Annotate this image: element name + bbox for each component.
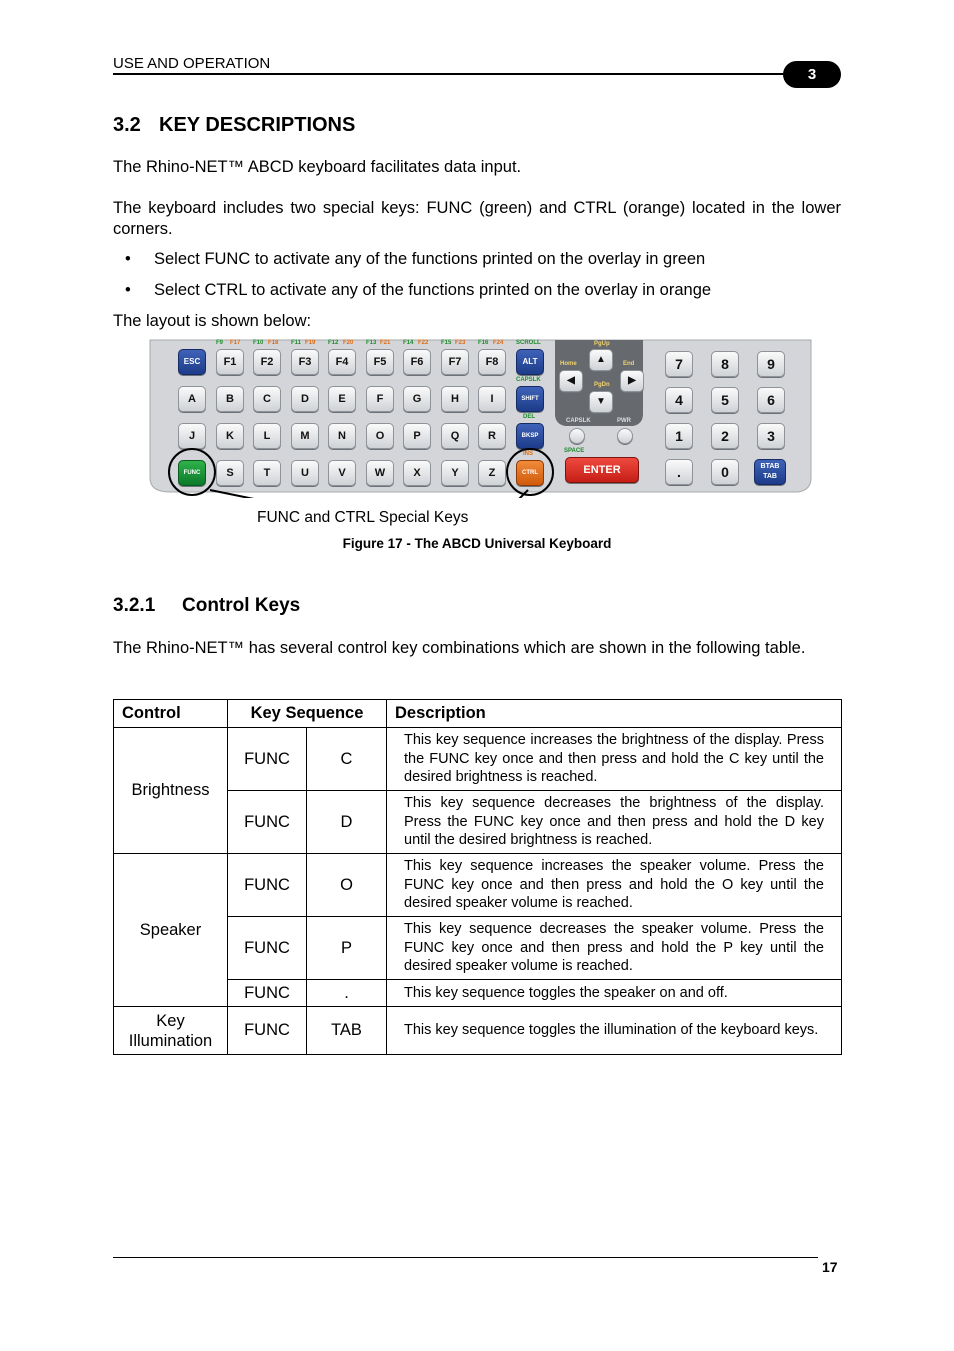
key-f4: F4: [328, 349, 356, 375]
label-f10: F10: [253, 340, 264, 346]
label-space: SPACE: [564, 448, 585, 454]
label-del: DEL: [523, 414, 535, 420]
label-capslk: CAPSLK: [516, 377, 541, 383]
key-n: N: [328, 423, 356, 449]
table-header-row: [114, 700, 842, 728]
cell-func: FUNC: [228, 1007, 307, 1055]
cell-key: .: [307, 980, 387, 1007]
footer-rule: [113, 1257, 818, 1258]
key-v: V: [328, 460, 356, 486]
label-f19: F19: [305, 340, 316, 346]
subsection-number: 3.2.1: [113, 595, 156, 616]
label-f21: F21: [380, 340, 391, 346]
header-rule: [113, 73, 813, 75]
key-l: L: [253, 423, 281, 449]
label-home: Home: [560, 361, 577, 367]
intro-paragraph: The Rhino-NET™ ABCD keyboard facilitates data input.: [113, 158, 522, 176]
cell-key: D: [307, 791, 387, 854]
label-f9: F9: [216, 340, 224, 346]
cell-func: FUNC: [228, 917, 307, 980]
key-t: T: [253, 460, 281, 486]
label-end: End: [623, 361, 635, 367]
pwr-led: [617, 428, 633, 444]
control-keys-table: [113, 699, 842, 1055]
subsection-title: Control Keys: [182, 595, 301, 616]
label-f13: F13: [366, 340, 377, 346]
key-alt: ALT: [516, 349, 544, 375]
key-enter: ENTER: [565, 457, 639, 483]
group-speaker: Speaker: [114, 854, 228, 1007]
key-d: D: [291, 386, 319, 412]
key-shift: SHIFT: [516, 386, 544, 412]
header-description: Description: [387, 700, 842, 728]
running-header: USE AND OPERATION: [113, 55, 271, 72]
key-8: 8: [711, 351, 739, 377]
bullet-icon: •: [125, 281, 131, 299]
keyboard-illustration: [148, 338, 813, 498]
key-p: P: [403, 423, 431, 449]
key-2: 2: [711, 423, 739, 449]
special-keys-paragraph: The keyboard includes two special keys: FUNC (green) and CTRL (orange) located in the lower corners.: [113, 199, 841, 238]
header-control: Control: [114, 700, 228, 728]
key-func: FUNC: [178, 460, 206, 486]
arrow-left-key: ◀: [559, 370, 583, 392]
key-u: U: [291, 460, 319, 486]
label-f16: F16: [478, 340, 489, 346]
key-f3: F3: [291, 349, 319, 375]
group-brightness: Brightness: [114, 728, 228, 854]
func-highlight-circle: [168, 448, 216, 496]
cell-key: TAB: [307, 1007, 387, 1055]
key-r: R: [478, 423, 506, 449]
label-scroll: SCROLL: [516, 340, 541, 346]
key-4: 4: [665, 387, 693, 413]
section-number: 3.2: [113, 114, 141, 136]
key-0: 0: [711, 459, 739, 485]
key-m: M: [291, 423, 319, 449]
key-7: 7: [665, 351, 693, 377]
group-key-illumination: Key Illumination: [114, 1007, 228, 1055]
key-x: X: [403, 460, 431, 486]
key-z: Z: [478, 460, 506, 486]
label-f18: F18: [268, 340, 279, 346]
key-o: O: [366, 423, 394, 449]
key-e: E: [328, 386, 356, 412]
cell-key: O: [307, 854, 387, 917]
cell-description: This key sequence toggles the speaker on and off.: [387, 980, 842, 1007]
key-3: 3: [757, 423, 785, 449]
chapter-badge: 3: [783, 61, 841, 88]
key-g: G: [403, 386, 431, 412]
bullet-icon: •: [125, 250, 131, 268]
key-q: Q: [441, 423, 469, 449]
key-1: 1: [665, 423, 693, 449]
capslk-led: [569, 428, 585, 444]
key-dot: .: [665, 459, 693, 485]
label-f14: F14: [403, 340, 414, 346]
arrow-right-key: ▶: [620, 370, 644, 392]
layout-paragraph: The layout is shown below:: [113, 312, 312, 330]
key-f6: F6: [403, 349, 431, 375]
arrow-up-key: ▲: [589, 349, 613, 371]
label-f11: F11: [291, 340, 302, 346]
table-row: [114, 1007, 842, 1055]
key-h: H: [441, 386, 469, 412]
keyboard-caption: FUNC and CTRL Special Keys: [257, 509, 469, 526]
key-f5: F5: [366, 349, 394, 375]
label-pgup: PgUp: [594, 341, 610, 347]
label-f24: F24: [493, 340, 504, 346]
key-9: 9: [757, 351, 785, 377]
key-b: B: [216, 386, 244, 412]
key-esc: ESC: [178, 349, 206, 375]
page-number: 17: [822, 1259, 838, 1275]
table-row: [114, 728, 842, 791]
key-f8: F8: [478, 349, 506, 375]
figure-caption: Figure 17 - The ABCD Universal Keyboard: [342, 536, 612, 551]
key-f: F: [366, 386, 394, 412]
key-6: 6: [757, 387, 785, 413]
label-capslk-led: CAPSLK: [566, 418, 591, 424]
label-ins: INS: [523, 451, 534, 457]
cell-key: P: [307, 917, 387, 980]
cell-description: This key sequence increases the brightness of the display. Press the FUNC key once and then press and hold the C key until the desired brightness is reached.: [387, 728, 842, 791]
key-f1: F1: [216, 349, 244, 375]
label-pwr-led: PWR: [617, 418, 631, 424]
control-intro-paragraph: The Rhino-NET™ has several control key combinations which are shown in the following table.: [113, 639, 806, 657]
label-f15: F15: [441, 340, 452, 346]
key-a: A: [178, 386, 206, 412]
section-heading: [113, 114, 355, 137]
key-5: 5: [711, 387, 739, 413]
key-s: S: [216, 460, 244, 486]
header-key-sequence: Key Sequence: [228, 700, 387, 728]
cell-func: FUNC: [228, 791, 307, 854]
label-f22: F22: [418, 340, 429, 346]
key-bksp: BKSP: [516, 423, 544, 449]
key-btab-tab: BTAB TAB: [754, 459, 786, 485]
cell-description: This key sequence toggles the illumination of the keyboard keys.: [387, 1007, 842, 1055]
key-j: J: [178, 423, 206, 449]
section-title: KEY DESCRIPTIONS: [159, 114, 356, 136]
key-i: I: [478, 386, 506, 412]
cell-func: FUNC: [228, 728, 307, 791]
cell-description: This key sequence decreases the speaker volume. Press the FUNC key once and then press and hold the P key until the desired speaker volume is reached.: [387, 917, 842, 980]
key-ctrl: CTRL: [516, 460, 544, 486]
key-k: K: [216, 423, 244, 449]
subsection-heading: [113, 595, 300, 617]
cell-func: FUNC: [228, 854, 307, 917]
label-f20: F20: [343, 340, 354, 346]
key-c: C: [253, 386, 281, 412]
key-f7: F7: [441, 349, 469, 375]
arrow-down-key: ▼: [589, 391, 613, 413]
label-pgdn: PgDn: [594, 382, 610, 388]
cell-description: This key sequence increases the speaker volume. Press the FUNC key once and then press and hold the O key until the desired speaker volume is reached.: [387, 854, 842, 917]
cell-description: This key sequence decreases the brightness of the display. Press the FUNC key once and then press and hold the D key until the desired brightness is reached.: [387, 791, 842, 854]
key-w: W: [366, 460, 394, 486]
label-f23: F23: [455, 340, 466, 346]
key-y: Y: [441, 460, 469, 486]
label-f12: F12: [328, 340, 339, 346]
cell-func: FUNC: [228, 980, 307, 1007]
table-row: [114, 854, 842, 917]
label-f17: F17: [230, 340, 241, 346]
cell-key: C: [307, 728, 387, 791]
key-f2: F2: [253, 349, 281, 375]
